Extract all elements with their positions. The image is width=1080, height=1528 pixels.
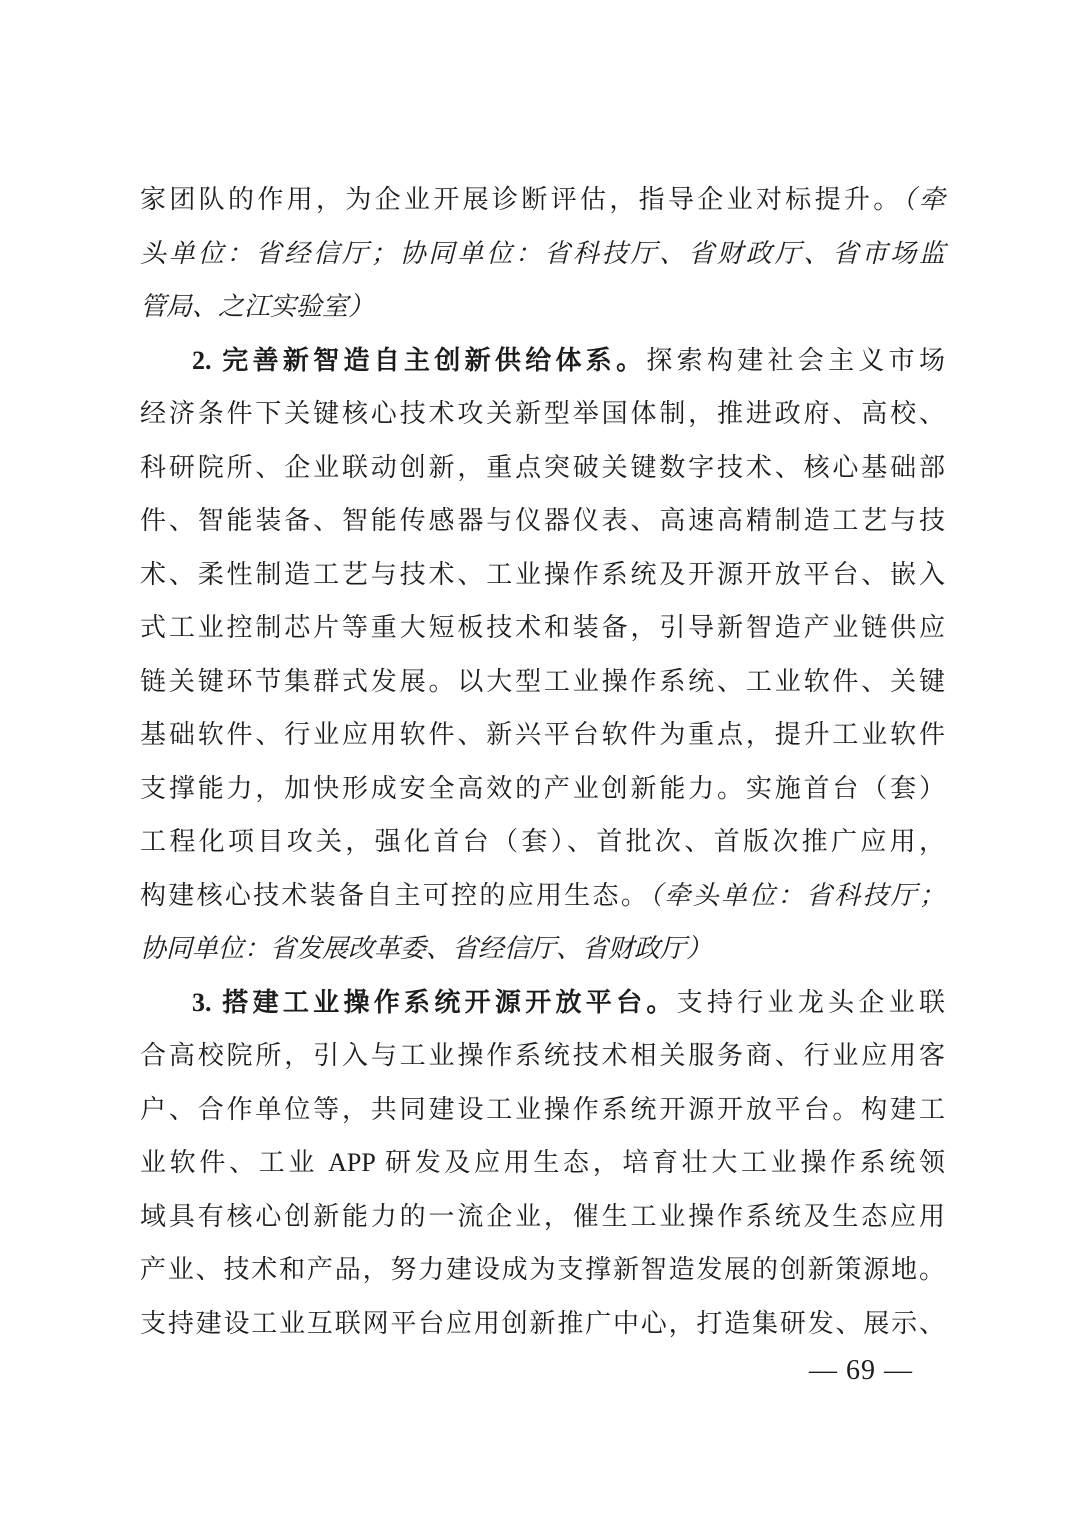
body-text: 支持建设工业互联网平台应用创新推广中心，打造集研发、展示、 [140, 1308, 945, 1338]
paragraph-line [140, 655, 945, 709]
paragraph-line [140, 976, 945, 1030]
paragraph-line [140, 387, 945, 441]
paragraph-line [140, 1243, 945, 1297]
paragraph-line [140, 1029, 945, 1083]
paragraph-line [140, 922, 945, 976]
body-text: 经济条件下关键核心技术攻关新型举国体制，推进政府、高校、 [140, 399, 945, 428]
body-text: 件、智能装备、智能传感器与仪器仪表、高速高精制造工艺与技 [140, 506, 945, 535]
body-text: 家团队的作用，为企业开展诊断评估，指导企业对标提升。 [140, 185, 903, 214]
body-text: 支持行业龙头企业联 [676, 987, 945, 1017]
paragraph-line [140, 548, 945, 602]
paragraph-line [140, 441, 945, 495]
item-heading-text: 2. 完善新智造自主创新供给体系。 [192, 345, 647, 375]
page-number: — 69 — [809, 1355, 913, 1386]
paragraph-line [140, 1190, 945, 1244]
paragraph-line [140, 708, 945, 762]
paragraph-line [140, 173, 945, 227]
body-text: 户、合作单位等，共同建设工业操作系统开源开放平台。构建工 [140, 1094, 945, 1124]
body-text: 产业、技术和产品，努力建设成为支撑新智造发展的创新策源地。 [140, 1255, 945, 1284]
body-text: 工程化项目攻关，强化首台（套）、首批次、首版次推广应用， [140, 827, 945, 856]
responsible-unit-annotation: 管局、之江实验室） [140, 292, 375, 321]
paragraph-line [140, 494, 945, 548]
responsible-unit-annotation: （牵 [902, 185, 945, 214]
body-text: 业软件、工业 APP 研发及应用生态，培育壮大工业操作系统领 [140, 1148, 945, 1177]
responsible-unit-annotation: （牵头单位：省科技厅； [649, 880, 945, 910]
body-text: 构建核心技术装备自主可控的应用生态。 [140, 880, 650, 910]
body-text: 合高校院所，引入与工业操作系统技术相关服务商、行业应用客 [140, 1041, 945, 1070]
body-text: 科研院所、企业联动创新，重点突破关键数字技术、核心基础部 [140, 452, 945, 482]
paragraph-line [140, 1136, 945, 1190]
paragraph-line [140, 334, 945, 388]
body-text: 支撑能力，加快形成安全高效的产业创新能力。实施首台（套） [140, 773, 945, 803]
body-text: 链关键环节集群式发展。以大型工业操作系统、工业软件、关键 [140, 666, 945, 696]
responsible-unit-annotation: 协同单位：省发展改革委、省经信厅、省财政厅） [140, 934, 713, 963]
body-text: 域具有核心创新能力的一流企业，催生工业操作系统及生态应用 [140, 1201, 945, 1231]
paragraph-line [140, 227, 945, 281]
body-text: 术、柔性制造工艺与技术、工业操作系统及开源开放平台、嵌入 [140, 559, 945, 589]
paragraph-line [140, 762, 945, 816]
body-text: 探索构建社会主义市场 [646, 345, 945, 375]
paragraph-line [140, 815, 945, 869]
text-block [140, 173, 945, 1350]
body-text: 基础软件、行业应用软件、新兴平台软件为重点，提升工业软件 [140, 720, 945, 749]
paragraph-line [140, 869, 945, 923]
paragraph-line [140, 1297, 945, 1351]
paragraph-line [140, 280, 945, 334]
responsible-unit-annotation: 头单位：省经信厅；协同单位：省科技厅、省财政厅、省市场监 [140, 238, 945, 268]
paragraph-line [140, 1083, 945, 1137]
body-text: 式工业控制芯片等重大短板技术和装备，引导新智造产业链供应 [140, 613, 945, 642]
paragraph-line [140, 601, 945, 655]
item-heading-text: 3. 搭建工业操作系统开源开放平台。 [192, 987, 677, 1017]
